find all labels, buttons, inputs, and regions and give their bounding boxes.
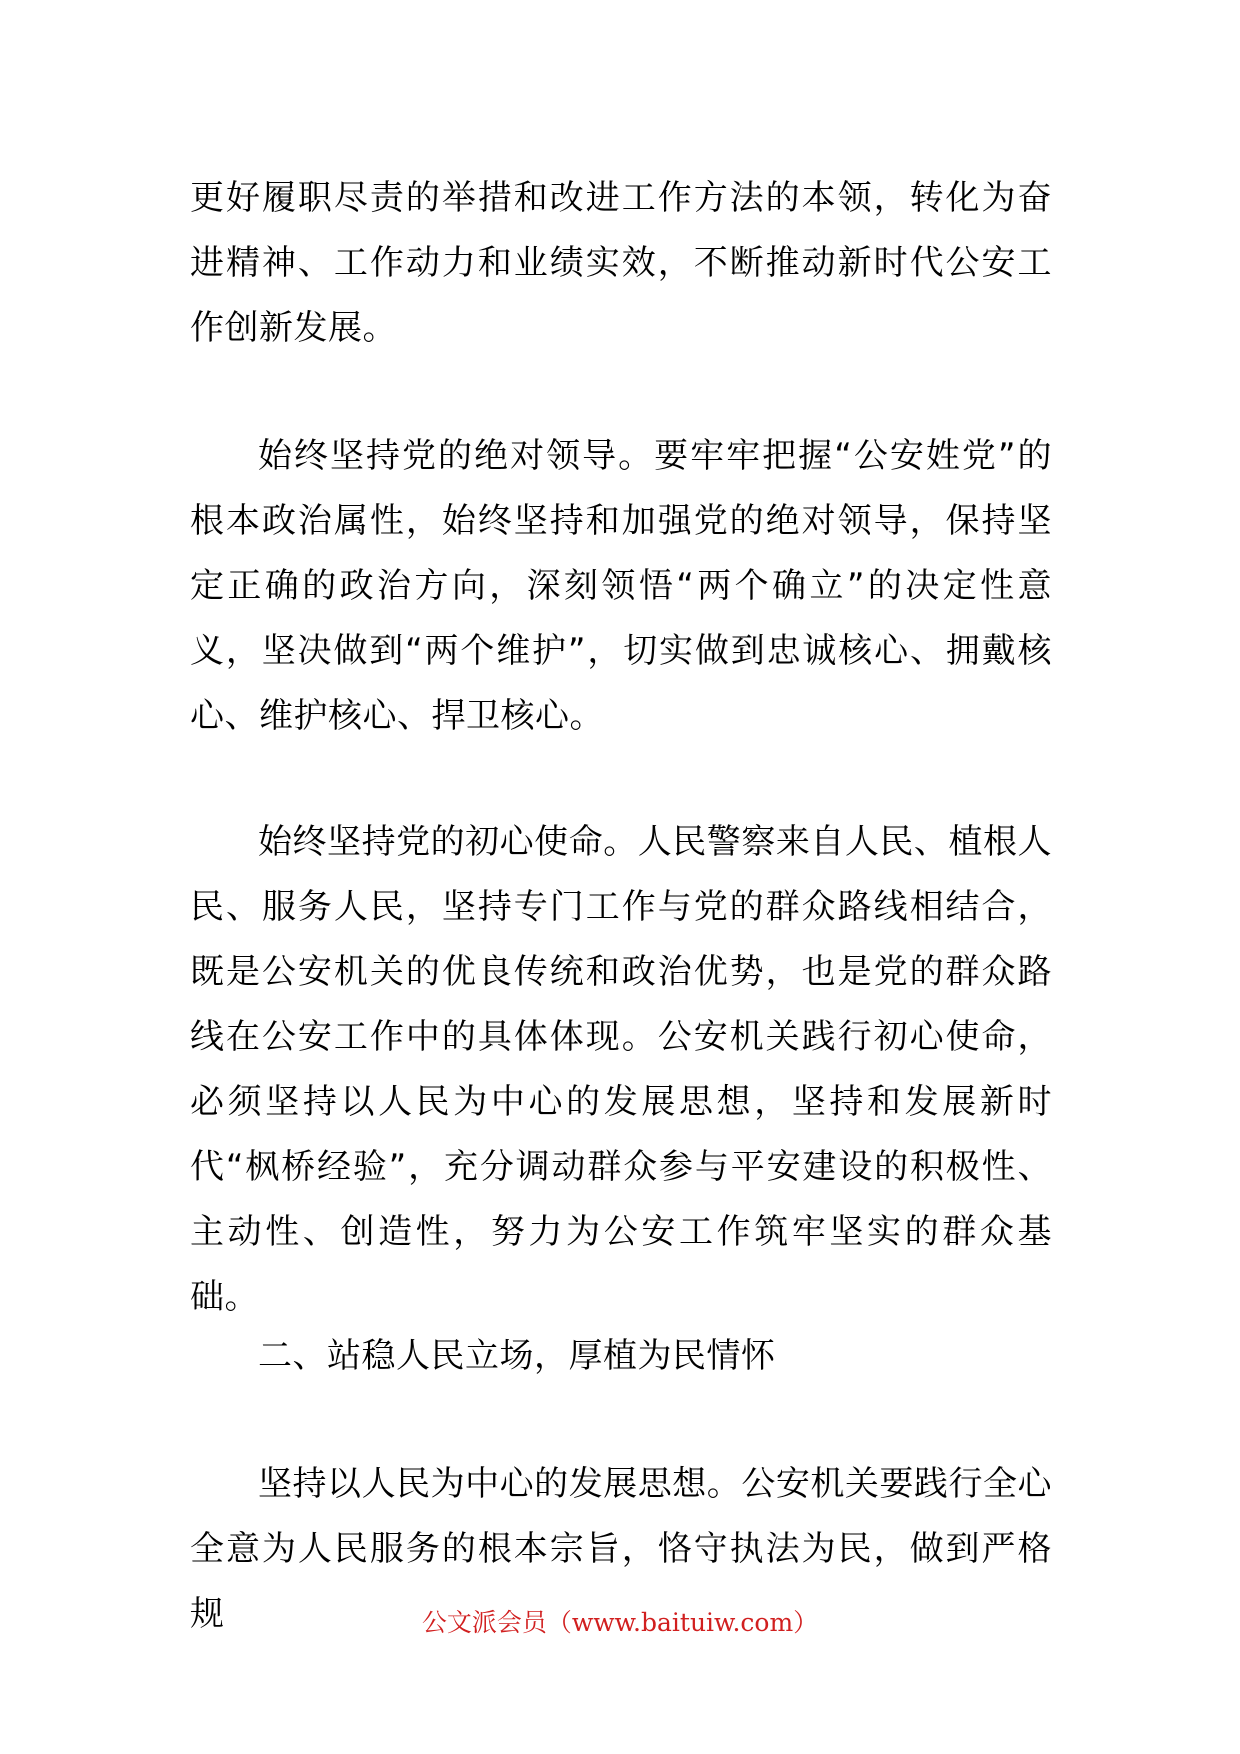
footer-watermark: 公文派会员（www.baituiw.com） — [421, 1608, 819, 1637]
document-body-paragraph-3 — [190, 810, 1052, 1330]
paragraph-people-centered: 坚持以人民为中心的发展思想。公安机关要践行全心全意为人民服务的根本宗旨，恪守执法为民，做到严格规 — [190, 1464, 1052, 1634]
document-body-paragraph-1 — [190, 166, 1052, 361]
paragraph-party-leadership: 始终坚持党的绝对领导。要牢牢把握“公安姓党”的根本政治属性，始终坚持和加强党的绝对领导，保持坚定正确的政治方向，深刻领悟“两个确立”的决定性意义，坚决做到“两个维护”，切实做到忠诚核心、拥戴核心、维护核心、捍卫核心。 — [190, 436, 1052, 736]
paragraph-original-mission: 始终坚持党的初心使命。人民警察来自人民、植根人民、服务人民，坚持专门工作与党的群众路线相结合，既是公安机关的优良传统和政治优势，也是党的群众路线在公安工作中的具体体现。公安机关践行初心使命，必须坚持以人民为中心的发展思想，坚持和发展新时代“枫桥经验”，充分调动群众参与平安建设的积极性、主动性、创造性，努力为公安工作筑牢坚实的群众基础。 — [190, 822, 1052, 1317]
document-body-paragraph-2 — [190, 424, 1052, 749]
section-heading-two: 二、站稳人民立场，厚植为民情怀 — [258, 1336, 776, 1376]
document-section-heading — [190, 1324, 1052, 1389]
paragraph-continuation: 更好履职尽责的举措和改进工作方法的本领，转化为奋进精神、工作动力和业绩实效，不断推动新时代公安工作创新发展。 — [190, 178, 1052, 348]
